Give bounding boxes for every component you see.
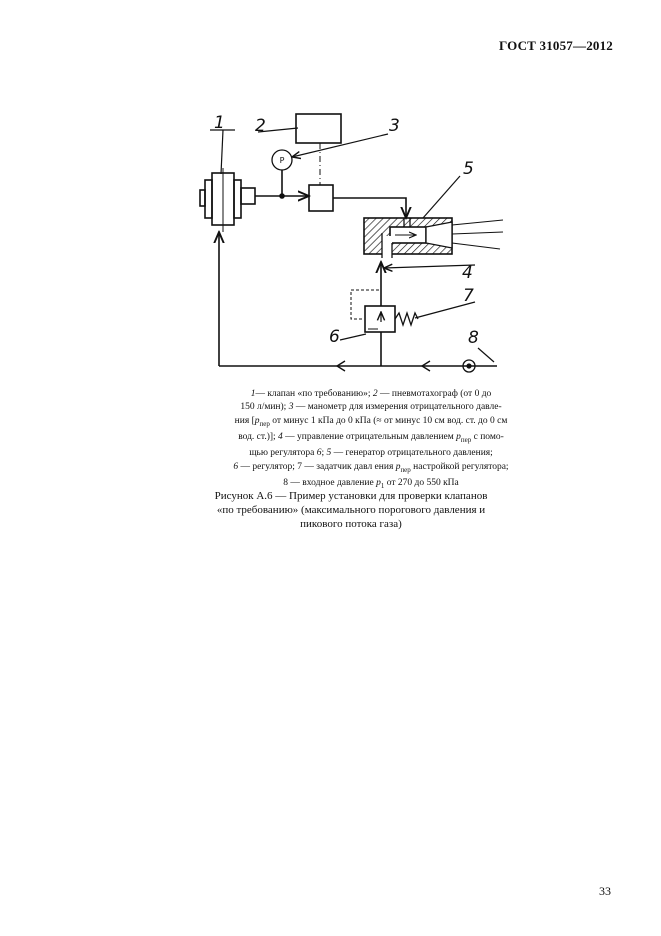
regulator-box	[365, 306, 395, 332]
document-header: ГОСТ 31057—2012	[498, 38, 613, 53]
gauge-symbol: P	[279, 156, 285, 165]
legend-line: щью регулятора 6; 5 — генератор отрицательного давления;	[249, 448, 493, 459]
figure-caption	[186, 489, 516, 531]
legend-line: 1— клапан «по требованию»; 2 — пневмотахограф (от 0 до	[250, 389, 492, 399]
caption-line-2: «по требованию» (максимального порогового давления и	[216, 504, 486, 516]
label-6: 6	[329, 327, 340, 347]
label-4: 4	[462, 263, 473, 283]
legend-line: 8 — входное давление $p_1$ от 270 до 550 кПа	[283, 478, 459, 490]
label-5: 5	[463, 159, 474, 179]
label-3: 3	[389, 116, 400, 136]
page-number: 33	[599, 884, 611, 898]
legend-line: 6 — регулятор; 7 — задатчик давл ения $p_{пер}$ настройкой регулятора;	[233, 461, 509, 474]
label-2: 2	[255, 116, 266, 136]
pneumotachograph-box	[296, 114, 341, 143]
caption-line-3: пикового потока газа)	[300, 518, 402, 530]
label-7: 7	[463, 286, 474, 306]
legend-line: 150 л/мин); 3 — манометр для измерения отрицательного давле-	[240, 402, 502, 413]
legend-line: вод. ст.)]; 4 — управление отрицательным давлением $p_{пер}$ с помо-	[238, 432, 504, 444]
legend-line: ния [$p_{пер}$ от минус 1 кПа до 0 кПа (≈ от минус 10 см вод. ст. до 0 см	[234, 415, 508, 428]
test-setup-diagram	[0, 0, 661, 380]
label-1: 1	[214, 113, 225, 133]
flow-sensor-box	[309, 185, 333, 211]
negative-pressure-generator	[364, 218, 503, 258]
caption-line-1: Рисунок А.6 — Пример установки для проверки клапанов	[214, 490, 488, 502]
label-8: 8	[468, 328, 479, 348]
demand-valve	[200, 168, 255, 232]
figure-legend	[196, 388, 546, 493]
